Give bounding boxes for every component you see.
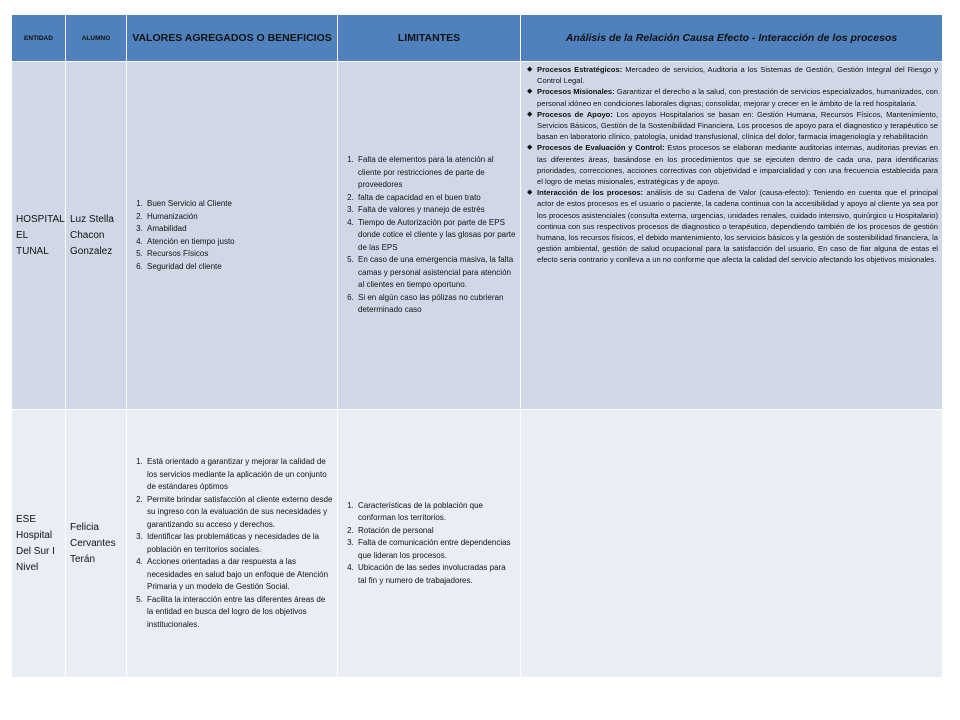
list-item — [527, 142, 938, 187]
table-row — [12, 410, 943, 678]
list-item: 3. Falta de valores y manejo de estrés — [356, 204, 516, 217]
diamond-bullet-icon: ◆ — [527, 144, 533, 152]
limitantes-list — [338, 154, 520, 317]
process-text: Mercadeo de servicios, Auditoria a los Sistemas de Gestión, Gestión Integral del Riesgo y Control Legal. — [537, 65, 938, 86]
entidad-cell: ESE Hospital Del Sur I Nivel — [12, 410, 66, 678]
diamond-bullet-icon: ◆ — [527, 66, 533, 73]
analisis-list — [525, 64, 938, 266]
list-item: 1. Está orientado a garantizar y mejorar la calidad de los servicios mediante la aplicación de un conjunto de estándares óptimos — [145, 456, 333, 494]
diamond-bullet-icon: ◆ — [527, 189, 533, 197]
analisis-cell-empty — [521, 410, 943, 678]
list-item — [527, 187, 938, 265]
limitantes-cell — [338, 410, 521, 678]
list-item — [527, 64, 938, 86]
process-text: Estos procesos se elaboran mediante auditorias internas, auditorias previas en las diferentes áreas, basándose en los procedimientos que se ejecuten dentro de cada una, para identificarias prioridades, correcciones, acciones correctivas con objetividad e imparcialidad y con una frecuencia establecida para el logro de metas misionales, estratégicas y de apoyo. — [537, 143, 938, 187]
process-title: Procesos de Apoyo: — [537, 109, 613, 119]
header-alumno: ALUMNO — [66, 15, 127, 62]
list-item: 3. Amabilidad — [145, 223, 333, 236]
process-title: Interacción de los procesos: — [537, 188, 644, 198]
list-item: 1. Falta de elementos para la atención al cliente por restricciones de parte de proveedores — [356, 154, 516, 192]
header-valores: VALORES AGREGADOS O BENEFICIOS — [127, 15, 338, 62]
list-item: 2. falta de capacidad en el buen trato — [356, 192, 516, 205]
valores-cell — [127, 62, 338, 410]
valores-list — [127, 198, 337, 273]
list-item: 4. Acciones orientadas a dar respuesta a las necesidades en salud bajo un enfoque de Atención Primaria y un modelo de Gestión Social. — [145, 556, 333, 594]
process-text: Garantizar el derecho a la salud, con prestación de servicios especializados, humanizados, con personal idóneo en condiciones laborales dignas; consolidar, mejorar y crecer en le ámbito de la red hospitalaria. — [537, 87, 938, 108]
list-item: 2. Humanización — [145, 211, 333, 224]
alumno-cell: Luz Stella Chacon Gonzalez — [66, 62, 127, 410]
limitantes-cell — [338, 62, 521, 410]
process-text: Los apoyos Hospitalarios se basan en: Gestión Humana, Recursos Físicos, Mantenimiento, Servicios Básicos, Gestión de la Sostenibilidad Financiera, Los procesos de apoyo para el diagnostico y terapéutico se basan en laboratorio clínico, patología, unidad transfusional, clínica del dolor, farmacia imagenología y rehabilitación — [537, 109, 938, 142]
list-item — [527, 86, 938, 108]
diamond-bullet-icon: ◆ — [527, 88, 533, 96]
process-title: Procesos Misionales: — [537, 87, 615, 97]
list-item: 6. Si en algún caso las pólizas no cubrieran determinado caso — [356, 292, 516, 317]
header-entidad: ENTIDAD — [12, 15, 66, 62]
list-item: 1. Características de la población que conforman los territorios. — [356, 500, 516, 525]
list-item: 6. Seguridad del cliente — [145, 261, 333, 274]
limitantes-list — [338, 500, 520, 588]
process-title: Procesos de Evaluación y Control: — [537, 143, 665, 153]
alumno-cell: Felicia Cervantes Terán — [66, 410, 127, 678]
header-limitantes: LIMITANTES — [338, 15, 521, 62]
list-item: 5. Facilita la interacción entre las diferentes áreas de la entidad en busca del logro de los objetivos institucionales. — [145, 594, 333, 632]
valores-list — [127, 456, 337, 631]
list-item: 5. En caso de una emergencia masiva, la falta camas y personal asistencial para atención al clientes en tiempo oportuno. — [356, 254, 516, 292]
analysis-table — [11, 14, 943, 678]
list-item — [527, 109, 938, 143]
process-text: análisis de su Cadena de Valor (causa-efecto): Teniendo en cuenta que el principal actor de estos procesos es el usuario o paciente, la cadena continua con la accesibilidad y apoyo al cliente ya sea por los procesos asistenciales (consulta externa, urgencias, unidades renales, cuidado intensivo, quirúrgico u Hospitalario) continua con sus respectivos procesos de diagnostico o terapéutico, dependiendo también de los procesos de gestión humana, los recursos físicos, el debido mantenimiento, los servicios básicos y la gestión de sostenibilidad financiera, la gestión ambiental, gestión de salud ocupacional para la satisfacción del usuario, En caso de fiar alguna de estas el efecto seria contrario y conlleva a un no conforme que afecta la calidad del servicio afectando los objetivos misionales. — [537, 188, 938, 265]
list-item: 1. Buen Servicio al Cliente — [145, 198, 333, 211]
list-item: 4. Atención en tiempo justo — [145, 236, 333, 249]
table-row — [12, 62, 943, 410]
list-item: 2. Rotación de personal — [356, 525, 516, 538]
header-row — [12, 15, 943, 62]
process-title: Procesos Estratégicos: — [537, 65, 623, 74]
list-item: 3. Falta de comunicación entre dependencias que lideran los procesos. — [356, 537, 516, 562]
valores-cell — [127, 410, 338, 678]
list-item: 2. Permite brindar satisfacción al cliente externo desde su ingreso con la evaluación de sus necesidades y garantizando su acceso y derechos. — [145, 494, 333, 532]
analisis-cell — [521, 62, 943, 410]
entidad-cell: HOSPITAL EL TUNAL — [12, 62, 66, 410]
list-item: 4. Ubicación de las sedes involucradas para tal fin y numero de trabajadores. — [356, 562, 516, 587]
list-item: 4. Tiempo de Autorización por parte de EPS donde cotice el cliente y las glosas por parte de las EPS — [356, 217, 516, 255]
diamond-bullet-icon: ◆ — [527, 110, 533, 118]
list-item: 3. Identificar las problemáticas y necesidades de la población en territorios sociales. — [145, 531, 333, 556]
list-item: 5. Recursos Físicos — [145, 248, 333, 261]
header-analisis: Análisis de la Relación Causa Efecto - Interacción de los procesos — [521, 15, 943, 62]
